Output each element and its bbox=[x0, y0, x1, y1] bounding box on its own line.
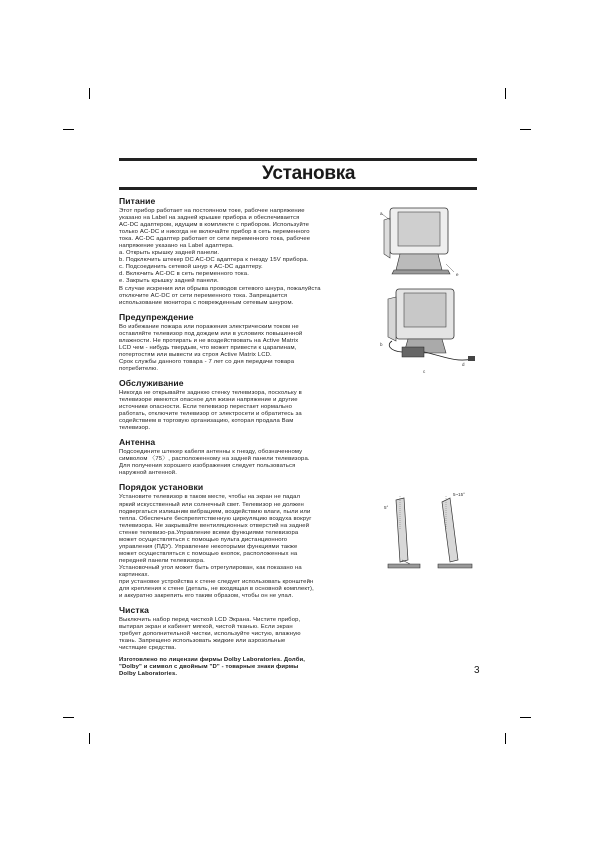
figure-label-a: a bbox=[380, 211, 383, 216]
body-line: телевизора. Не закрывайте вентиляционных отверстий на задней bbox=[119, 522, 310, 529]
body-line: Подсоедините штекер кабеля антенны к гнезду, обозначенному bbox=[119, 449, 303, 456]
figure-label-b: b bbox=[380, 342, 383, 347]
body-line: отключите AC-DC от сети переменного тока. Запрещается bbox=[119, 292, 288, 299]
crop-mark bbox=[520, 717, 531, 718]
crop-mark bbox=[505, 88, 506, 99]
page-title: Установка bbox=[262, 163, 356, 184]
crop-mark bbox=[63, 129, 74, 130]
figure-tilt-angles bbox=[380, 490, 480, 576]
body-line: Выключить набор перед чисткой LCD Экрана. Чистите прибор, bbox=[119, 617, 301, 624]
license-line: "Dolby" и символ с двойным "D" - товарные знаки фирмы bbox=[119, 664, 299, 671]
body-line: наружной антенной. bbox=[119, 470, 177, 477]
figure-back-cover bbox=[378, 200, 468, 280]
title-rule-top bbox=[119, 158, 477, 161]
body-line: AC-DC адаптером, идущим в комплекте с прибором. Используйте bbox=[119, 222, 310, 229]
body-line: Для получения хорошего изображения следует пользоваться bbox=[119, 463, 296, 470]
license-line: Dolby Laboratories. bbox=[119, 671, 178, 678]
body-line: работать, отключите телевизор от электросети и обратитесь за bbox=[119, 411, 302, 418]
body-line: передней панели телевизора. bbox=[119, 557, 205, 564]
body-line: может осуществляться с помощью кнопок, расположенных на bbox=[119, 550, 298, 557]
figure-adapter-connection bbox=[380, 285, 480, 375]
body-line: использование монитора с поврежденным сетевым шнуром. bbox=[119, 299, 294, 306]
body-line: указано на Label на задней крышке прибора и обеспечивается bbox=[119, 215, 300, 222]
body-line: d. Включить AC-DC в сеть переменного тока. bbox=[119, 271, 249, 278]
body-line: яркий искусственный или солнечный свет. Телевизор не должен bbox=[119, 501, 304, 508]
section-heading: Предупреждение bbox=[119, 311, 194, 322]
body-line: b. Подключить штекер DC AC-DC адаптера к гнезду 15V прибора. bbox=[119, 257, 309, 264]
body-line: LCD чем - нибудь твердым, что может привести к царапинам, bbox=[119, 344, 297, 351]
section-heading: Обслуживание bbox=[119, 377, 184, 388]
body-line: тепла. Обеспечьте беспрепятственную циркуляцию воздуха вокруг bbox=[119, 515, 312, 522]
body-line: содействием в торговую организацию, которая продала Вам bbox=[119, 418, 294, 425]
section bbox=[119, 482, 361, 600]
body-line: оставляйте телевизор под дождем или в условиях повышенной bbox=[119, 330, 303, 337]
body-line: напряжение указано на Label адаптера. bbox=[119, 243, 234, 250]
crop-mark bbox=[505, 733, 506, 744]
section-heading: Чистка bbox=[119, 605, 149, 616]
body-line: и аккуратно закрепить его таким образом, чтобы он не упал. bbox=[119, 593, 294, 600]
body-line: управления (ПДУ). Управление некоторыми функциями также bbox=[119, 543, 298, 550]
figure-label-d: d bbox=[462, 362, 465, 367]
body-line: ткань. Запрещено использовать жидкие или аэрозольные bbox=[119, 638, 286, 645]
section-heading: Питание bbox=[119, 196, 156, 206]
page-number: 3 bbox=[474, 665, 480, 676]
body-line: требует дополнительной чистки, используйте чистую, влажную bbox=[119, 631, 301, 638]
body-line: чистящие средства. bbox=[119, 645, 177, 652]
body-line: может осуществляться с помощью пульта дистанционного bbox=[119, 536, 288, 543]
body-line: Этот прибор работает на постоянном токе, рабочее напряжение bbox=[119, 208, 305, 214]
crop-mark bbox=[89, 733, 90, 744]
crop-mark bbox=[89, 88, 90, 99]
figure-label-angle-left: 5° bbox=[384, 505, 389, 510]
body-line: телевизор. bbox=[119, 425, 151, 432]
section bbox=[119, 196, 361, 307]
section-heading: Порядок установки bbox=[119, 482, 204, 493]
section-heading: Антенна bbox=[119, 437, 156, 448]
body-line: e. Закрыть крышку задней панели. bbox=[119, 278, 219, 285]
body-line: при установке устройства к стене следует использовать кронштейн bbox=[119, 579, 314, 586]
body-line: c. Подсоединить сетевой шнур к AC-DC адаптеру. bbox=[119, 264, 263, 271]
crop-mark bbox=[520, 129, 531, 130]
section bbox=[119, 605, 361, 652]
text-column bbox=[119, 196, 361, 684]
body-line: для крепления к стене (деталь, не входящая в основной комплект), bbox=[119, 586, 314, 593]
title-rule-bottom bbox=[119, 187, 477, 190]
body-line: потертостям или вывести из строя Active Matrix LCD. bbox=[119, 351, 272, 358]
body-line: влажности. Не протирать и не воздействовать на Active Matrix bbox=[119, 337, 299, 344]
body-line: Установочный угол может быть отрегулирован, как показано на bbox=[119, 564, 302, 571]
body-line: Никогда не открывайте заднюю стенку телевизора, поскольку в bbox=[119, 389, 302, 396]
body-line: Срок службы данного товара - 7 лет со дня передачи товара bbox=[119, 358, 295, 365]
figure-label-angle-right: 5~15° bbox=[453, 492, 465, 497]
body-line: потребителю. bbox=[119, 365, 159, 372]
body-line: символом 〈75〉, расположенному на задней панели телевизора. bbox=[119, 456, 310, 463]
body-line: телевизоре имеются опасное для жизни напряжение и другие bbox=[119, 397, 298, 404]
figure-label-c: c bbox=[423, 369, 426, 374]
body-line: стенке телевизо-ра.Управление всеми функциями телевизора bbox=[119, 529, 299, 536]
body-line: только AC-DC и никогда не включайте прибор в сеть переменного bbox=[119, 229, 310, 236]
body-line: В случае искрения или обрыва проводов сетевого шнура, пожалуйста bbox=[119, 285, 321, 292]
license-line: Изготовлено по лицензии фирмы Dolby Laboratories. Долби, bbox=[119, 657, 306, 664]
body-line: a. Открыть крышку задней панели. bbox=[119, 250, 220, 257]
figure-label-e: e bbox=[456, 272, 459, 277]
body-line: тока. AC-DC адаптер работает от сети переменного тока, рабочее bbox=[119, 236, 311, 243]
body-line: Установите телевизор в таком месте, чтобы на экран не падал bbox=[119, 494, 301, 501]
crop-mark bbox=[63, 717, 74, 718]
section bbox=[119, 312, 361, 373]
body-line: подвергаться излишним вибрациям, воздействию влаги, пыли или bbox=[119, 508, 311, 515]
license-note bbox=[119, 657, 361, 678]
section bbox=[119, 437, 361, 477]
body-line: источники опасности. Если телевизор перестает нормально bbox=[119, 404, 293, 411]
section bbox=[119, 378, 361, 432]
body-line: вытирая экран и кабинет мягкой, чистой тканью. Если экран bbox=[119, 624, 293, 631]
body-line: картинках. bbox=[119, 571, 150, 578]
body-line: Во избежание пожара или поражения электрическим током не bbox=[119, 323, 299, 330]
